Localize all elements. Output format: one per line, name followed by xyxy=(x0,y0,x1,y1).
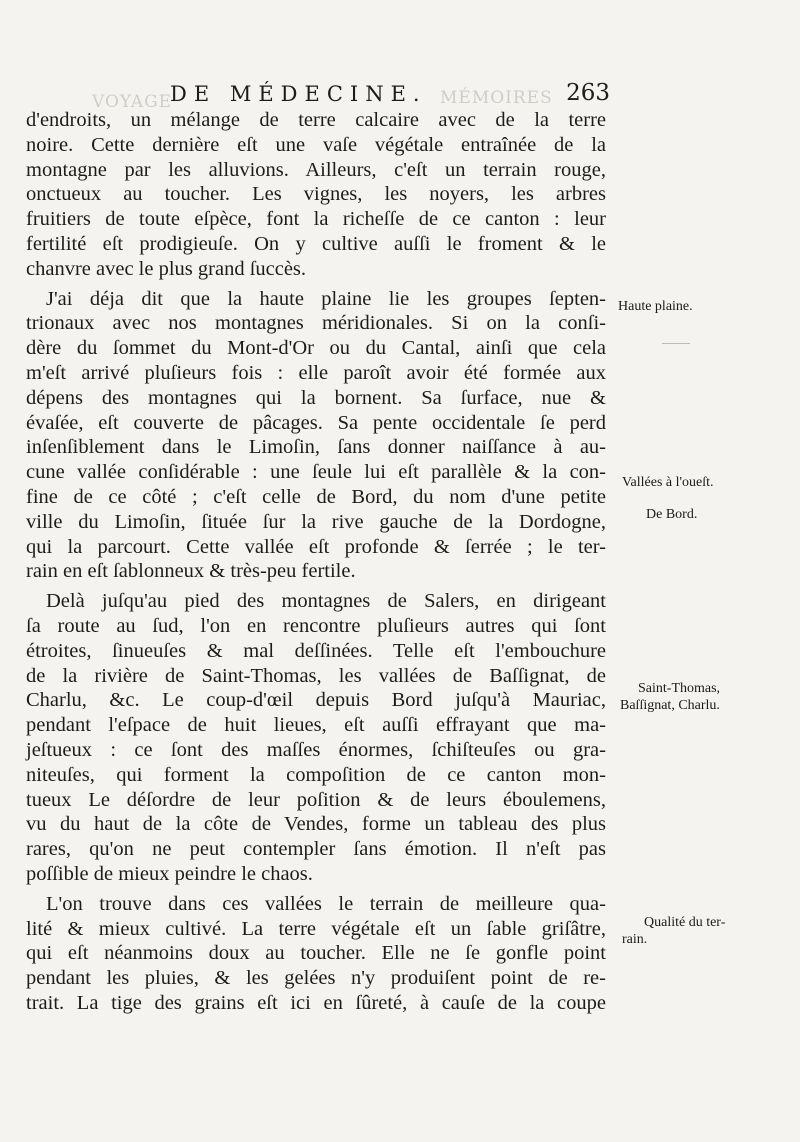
margin-note-saint-thomas xyxy=(620,680,795,714)
text-line: fertilité eſt prodigieuſe. On y cultive auſſi le froment & le xyxy=(26,232,606,255)
text-line: jeſtueux : ce ſont des maſſes énormes, ſchiſteuſes ou gra- xyxy=(26,738,606,761)
text-line: qui la parcourt. Cette vallée eſt profonde & ſerrée ; le ter- xyxy=(26,535,606,558)
paragraph xyxy=(26,108,606,282)
text-line: J'ai déja dit que la haute plaine lie les groupes ſepten- xyxy=(46,287,606,310)
text-line: cune vallée conſidérable : une ſeule lui eſt parallèle & la con- xyxy=(26,461,606,484)
body-text xyxy=(26,108,606,1016)
text-line: dère du ſommet du Mont-d'Or ou du Cantal, ainſi que cela xyxy=(26,337,606,360)
text-line: tueux Le déſordre de leur poſition & de leurs éboulemens, xyxy=(26,788,606,811)
margin-note-line: rain. xyxy=(622,932,648,947)
text-line: rain en eſt ſablonneux & très-peu fertile. xyxy=(26,560,356,583)
text-line: niteuſes, qui forment la compoſition de ce canton mon- xyxy=(26,763,606,786)
margin-note-haute-plaine xyxy=(618,298,793,315)
text-line: étroites, ſinueuſes & mal deſſinées. Telle eſt l'embouchure xyxy=(26,639,606,662)
show-through-text: VOYAGE xyxy=(92,92,173,112)
text-line: pendant les pluies, & les gelées n'y produiſent point de re- xyxy=(26,967,606,990)
margin-note-line: Haute plaine. xyxy=(618,299,693,314)
text-line: d'endroits, un mélange de terre calcaire avec de la terre xyxy=(26,109,606,131)
text-line: Charlu, &c. Le coup-d'œil depuis Bord juſqu'à Mauriac, xyxy=(26,689,606,712)
text-line: rares, qu'on ne peut contempler ſans émotion. Il n'eſt pas xyxy=(26,838,606,861)
text-line: évaſée, eſt couverte de pâcages. Sa pente occidentale ſe perd xyxy=(26,411,606,434)
text-line: ville du Limoſin, ſituée ſur la rive gauche de la Dordogne, xyxy=(26,510,606,533)
text-line: vu du haut de la côte de Vendes, forme un tableau des plus xyxy=(26,813,606,836)
text-line: noire. Cette dernière eſt une vaſe végétale entraînée de la xyxy=(26,133,606,156)
text-line: montagne par les alluvions. Ailleurs, c'eſt un terrain rouge, xyxy=(26,158,606,181)
paragraph xyxy=(26,892,606,1016)
running-head xyxy=(170,80,610,110)
paragraph xyxy=(26,589,606,887)
text-line: Delà juſqu'au pied des montagnes de Salers, en dirigeant xyxy=(46,590,606,613)
show-through-text: MÉMOIRES xyxy=(440,88,553,108)
text-line: dépens des montagnes qui la bornent. Sa ſurface, nue & xyxy=(26,386,606,409)
margin-note-line: Vallées à l'oueſt. xyxy=(622,475,714,490)
text-line: trionaux avec nos montagnes méridionales. Si on la conſi- xyxy=(26,312,606,335)
text-line: onctueux au toucher. Les vignes, les noyers, les arbres xyxy=(26,183,606,206)
margin-rule xyxy=(662,343,690,344)
margin-note-line: De Bord. xyxy=(646,507,698,522)
margin-note-qualite-terrain xyxy=(622,914,797,948)
text-line: fine de ce côté ; c'eſt celle de Bord, du nom d'une petite xyxy=(26,485,606,508)
margin-note-vallees-ouest xyxy=(622,474,797,491)
text-line: chanvre avec le plus grand ſuccès. xyxy=(26,257,307,280)
text-line: trait. La tige des grains eſt ici en ſûreté, à cauſe de la coupe xyxy=(26,991,606,1014)
paragraph xyxy=(26,287,606,585)
text-line: poſſible de mieux peindre le chaos. xyxy=(26,862,313,885)
page-number: 263 xyxy=(566,80,610,106)
text-line: fruitiers de toute eſpèce, font la richeſſe de ce canton : leur xyxy=(26,208,606,231)
text-line: pendant l'eſpace de huit lieues, eſt auſſi effrayant que ma- xyxy=(26,714,606,737)
text-line: inſenſiblement dans le Limoſin, ſans donner naiſſance à au- xyxy=(26,436,606,459)
margin-note-line: Baſſignat, Charlu. xyxy=(620,698,720,713)
text-line: L'on trouve dans ces vallées le terrain de meilleure qua- xyxy=(46,892,606,915)
text-line: de la rivière de Saint-Thomas, les vallées de Baſſignat, de xyxy=(26,664,606,687)
margin-note-line: Saint-Thomas, xyxy=(638,681,721,696)
text-line: m'eſt arrivé pluſieurs fois : elle paroît avoir été formée aux xyxy=(26,361,606,384)
text-line: lité & mieux cultivé. La terre végétale eſt un ſable griſâtre, xyxy=(26,917,606,940)
margin-note-line: Qualité du ter- xyxy=(644,915,726,930)
text-line: ſa route au ſud, l'on en rencontre pluſieurs autres qui ſont xyxy=(26,614,606,637)
margin-note-de-bord xyxy=(646,506,800,523)
text-line: qui eſt néanmoins doux au toucher. Elle ne ſe gonfle point xyxy=(26,942,606,965)
running-title: DE MÉDECINE. xyxy=(170,82,427,106)
